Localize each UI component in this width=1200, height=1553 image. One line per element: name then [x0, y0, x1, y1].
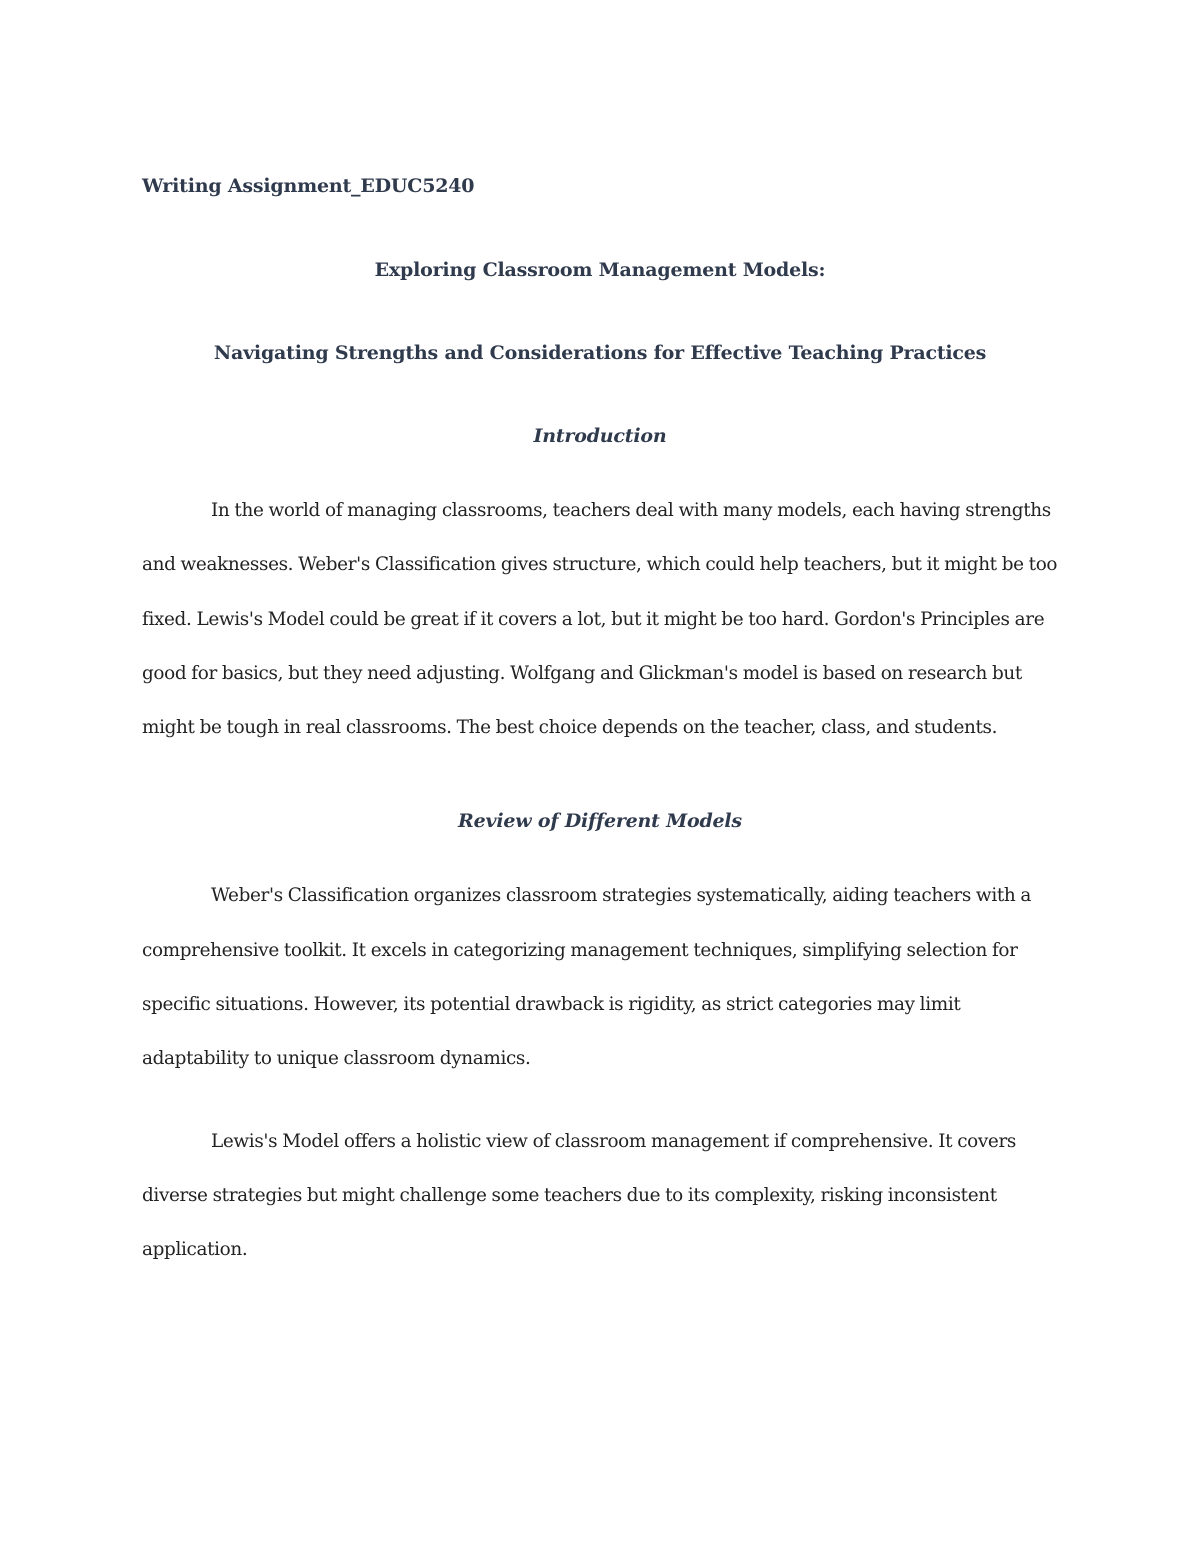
document-body [142, 168, 1058, 1278]
document-title: Exploring Classroom Management Models: [374, 259, 826, 281]
introduction-paragraph: In the world of managing classrooms, teachers deal with many models, each having strengths and weaknesses. Weber's Classification gives structure, which could help teachers, but it might be too fixed. Lewis's Model could be great if it covers a lot, but it might be too hard. Gordon's Principles are good for basics, but they need adjusting. Wolfgang and Glickman's model is based on research but might be tough in real classrooms. The best choice depends on the teacher, class, and students. [142, 500, 1058, 739]
review-paragraph-lewis: Lewis's Model offers a holistic view of classroom management if comprehensive. It covers diverse strategies but might challenge some teachers due to its complexity, risking inconsistent application. [142, 1130, 1016, 1261]
introduction-heading: Introduction [533, 425, 667, 447]
assignment-label: Writing Assignment_EDUC5240 [142, 175, 475, 197]
review-paragraph-weber: Weber's Classification organizes classroom strategies systematically, aiding teachers with a comprehensive toolkit. It excels in categorizing management techniques, simplifying selection for specific situations. However, its potential drawback is rigidity, as strict categories may limit adaptability to unique classroom dynamics. [142, 885, 1031, 1070]
review-heading: Review of Different Models [458, 810, 742, 833]
document-subtitle: Navigating Strengths and Considerations for Effective Teaching Practices [213, 342, 987, 364]
